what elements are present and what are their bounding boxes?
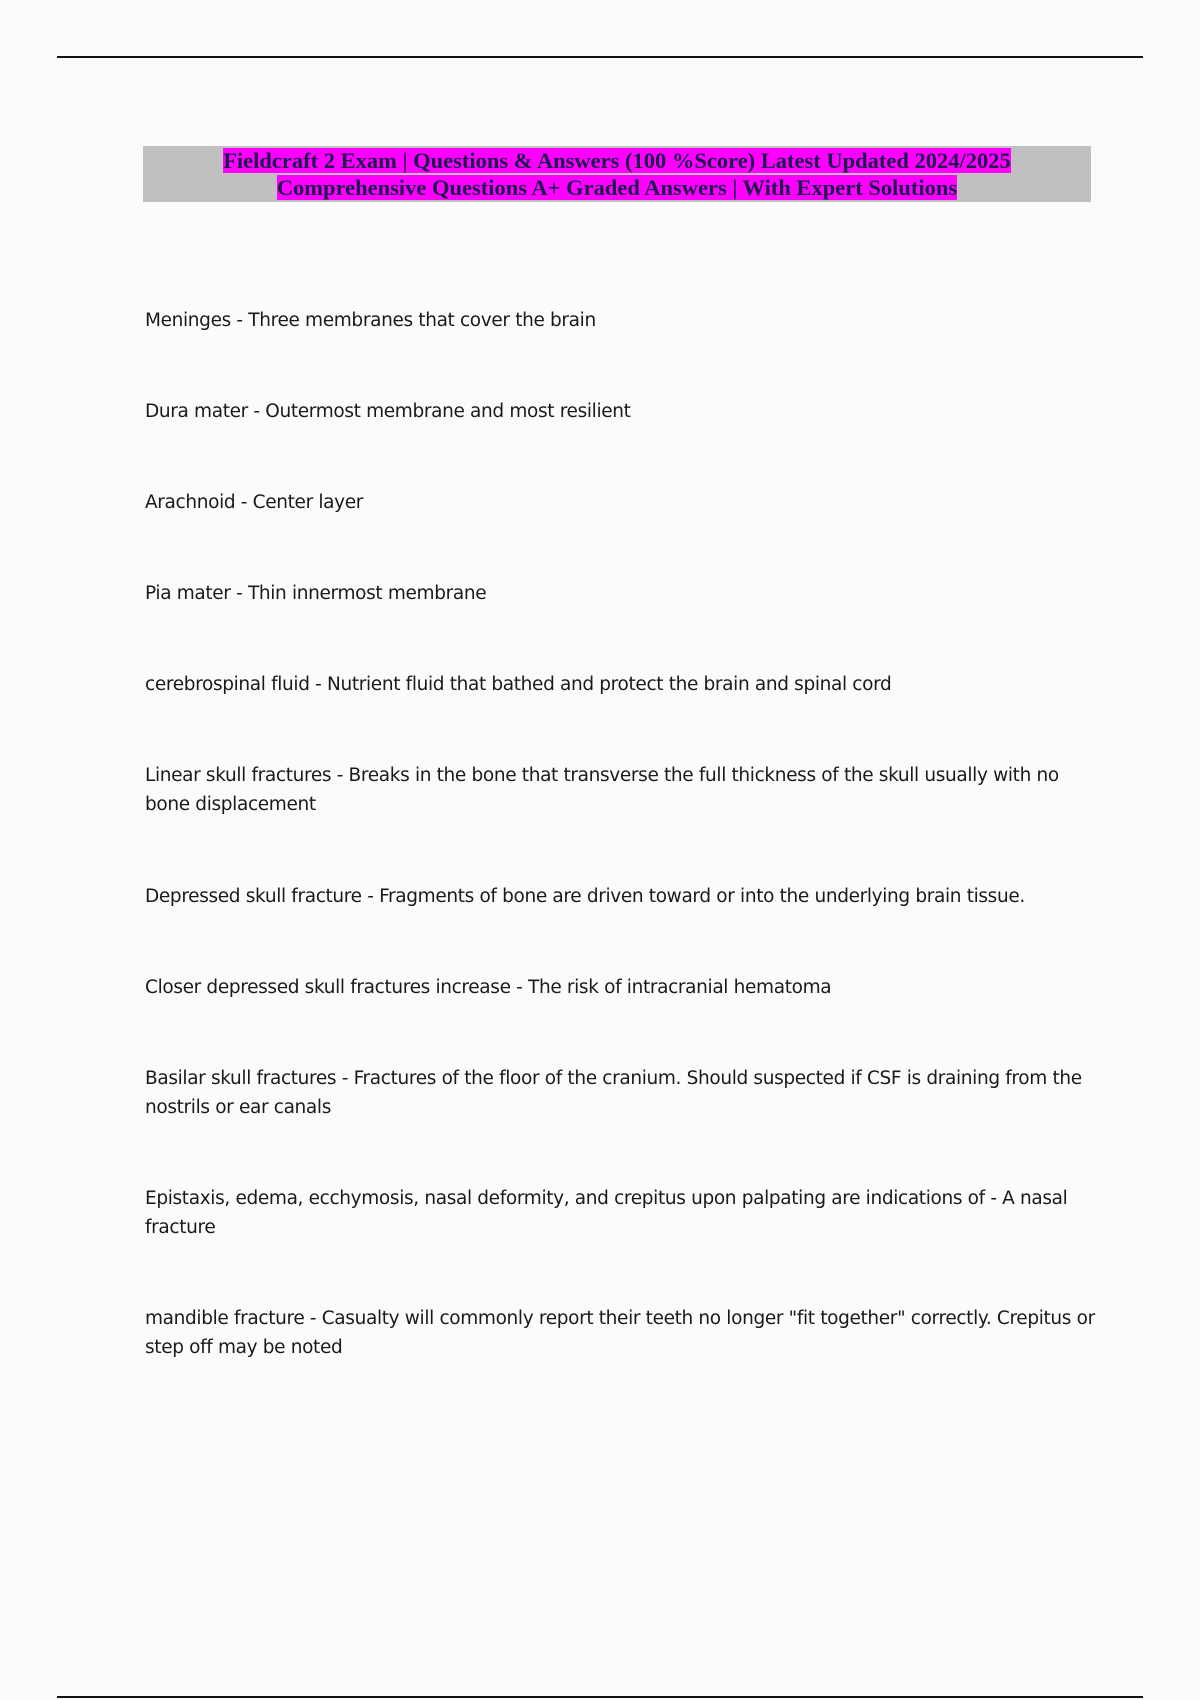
qa-item-cerebrospinal-fluid: cerebrospinal fluid - Nutrient fluid that bathed and protect the brain and spinal cord <box>145 674 892 695</box>
qa-item-mandible-fracture: mandible fracture - Casualty will commonly report their teeth no longer "fit together" correctly. Crepitus or step off may be noted <box>145 1308 1095 1358</box>
qa-item-nasal-fracture: Epistaxis, edema, ecchymosis, nasal deformity, and crepitus upon palpating are indications of - A nasal fracture <box>145 1188 1068 1238</box>
document-title-line-2: Comprehensive Questions A+ Graded Answers | With Expert Solutions <box>276 175 958 200</box>
document-title-line-1: Fieldcraft 2 Exam | Questions & Answers (100 %Score) Latest Updated 2024/2025 <box>223 148 1011 173</box>
qa-item-linear-skull-fractures: Linear skull fractures - Breaks in the bone that transverse the full thickness of the skull usually with no bone displacement <box>145 765 1059 815</box>
qa-item-closer-depressed: Closer depressed skull fractures increase - The risk of intracranial hematoma <box>145 977 832 998</box>
qa-item-basilar-skull-fractures: Basilar skull fractures - Fractures of the floor of the cranium. Should suspected if CSF is draining from the nostrils or ear canals <box>145 1068 1082 1118</box>
qa-item-depressed-skull-fracture: Depressed skull fracture - Fragments of bone are driven toward or into the underlying brain tissue. <box>145 886 1025 907</box>
bottom-rule <box>57 1696 1143 1698</box>
qa-item-arachnoid: Arachnoid - Center layer <box>145 492 364 513</box>
title-banner <box>143 146 1091 202</box>
qa-item-dura-mater: Dura mater - Outermost membrane and most resilient <box>145 401 631 422</box>
qa-item-pia-mater: Pia mater - Thin innermost membrane <box>145 583 487 604</box>
qa-item-meninges: Meninges - Three membranes that cover the brain <box>145 310 596 331</box>
top-rule <box>57 56 1143 58</box>
